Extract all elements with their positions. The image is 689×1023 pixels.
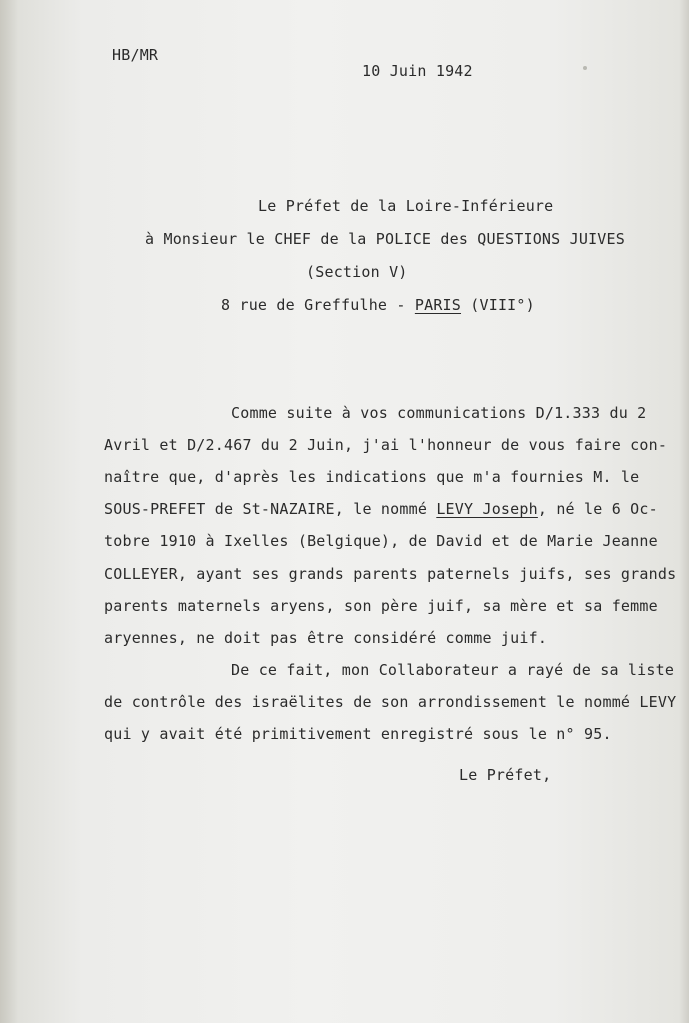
address-city: PARIS	[414, 296, 462, 314]
body-line: Comme suite à vos communications D/1.333 du 2	[231, 404, 647, 422]
reference-initials: HB/MR	[112, 46, 159, 64]
address-street: 8 rue de Greffulhe -	[221, 296, 415, 314]
person-name: LEVY Joseph	[436, 500, 538, 518]
letter-date: 10 Juin 1942	[362, 62, 473, 80]
body-line: de contrôle des israëlites de son arrondissement le nommé LEVY	[104, 693, 677, 711]
sender-line: Le Préfet de la Loire-Inférieure	[258, 197, 554, 215]
body-line: COLLEYER, ayant ses grands parents paternels juifs, ses grands	[104, 565, 677, 583]
signature-closing: Le Préfet,	[459, 766, 552, 784]
body-line: qui y avait été primitivement enregistré sous le n° 95.	[104, 725, 612, 743]
body-line: De ce fait, mon Collaborateur a rayé de sa liste	[231, 661, 675, 679]
body-line: Avril et D/2.467 du 2 Juin, j'ai l'honneur de vous faire con-	[104, 436, 668, 454]
body-line: aryennes, ne doit pas être considéré comme juif.	[104, 629, 548, 647]
recipient-address	[221, 296, 535, 314]
body-line: tobre 1910 à Ixelles (Belgique), de David et de Marie Jeanne	[104, 532, 658, 550]
body-line-text: , né le 6 Oc-	[537, 500, 658, 518]
recipient-section: (Section V)	[306, 263, 408, 281]
page-edge-shadow-left	[0, 0, 18, 1023]
body-line	[104, 500, 658, 518]
address-district: (VIII°)	[461, 296, 535, 314]
recipient-line: à Monsieur le CHEF de la POLICE des QUESTIONS JUIVES	[145, 230, 625, 248]
page-edge-shadow-right	[679, 0, 689, 1023]
body-line: parents maternels aryens, son père juif, sa mère et sa femme	[104, 597, 658, 615]
body-line-text: SOUS-PREFET de St-NAZAIRE, le nommé	[104, 500, 437, 518]
body-line: naître que, d'après les indications que m'a fournies M. le	[104, 468, 640, 486]
paper-speck	[583, 66, 587, 70]
